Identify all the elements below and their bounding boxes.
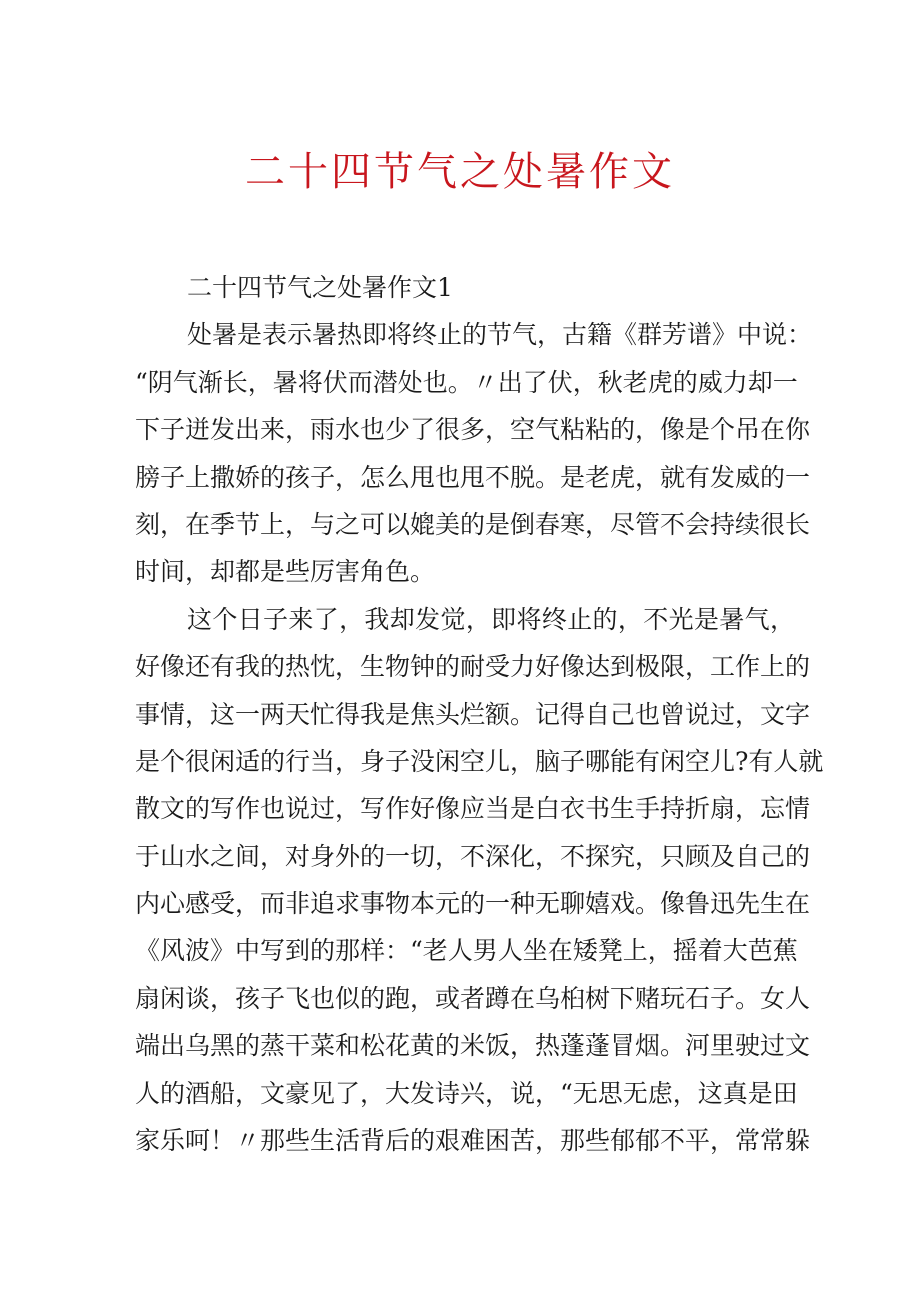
paragraph-line: 好像还有我的热忱，生物钟的耐受力好像达到极限，工作上的 [135, 652, 811, 682]
paragraph-line: 处暑是表示暑热即将终止的节气，古籍《群芳谱》中说： [187, 320, 813, 350]
paragraph-line: 扇闲谈，孩子飞也似的跑，或者蹲在乌桕树下赌玩石子。女人 [135, 983, 811, 1013]
paragraph-line: 时间，却都是些厉害角色。 [135, 557, 436, 587]
paragraph-line: 膀子上撒娇的孩子，怎么甩也甩不脱。是老虎，就有发威的一 [135, 462, 811, 492]
paragraph-line: 家乐呵！〃那些生活背后的艰难困苦，那些郁郁不平，常常躲 [135, 1126, 811, 1156]
paragraph-line: 内心感受，而非追求事物本元的一种无聊嬉戏。像鲁迅先生在 [135, 889, 811, 919]
paragraph-line: 这个日子来了，我却发觉，即将终止的，不光是暑气， [187, 604, 795, 634]
paragraph-line: 是个很闲适的行当，身子没闲空儿，脑子哪能有闲空儿?有人就 [135, 746, 824, 776]
paragraph-line: 散文的写作也说过，写作好像应当是白衣书生手持折扇，忘情 [135, 794, 811, 824]
section-heading: 二十四节气之处暑作文1 [187, 273, 453, 302]
paragraph-line: 人的酒船，文豪见了，大发诗兴，说，“无思无虑，这真是田 [135, 1078, 798, 1108]
paragraph-line: 于山水之间，对身外的一切，不深化，不探究，只顾及自己的 [135, 841, 811, 871]
document-body [135, 264, 824, 1164]
document-title: 二十四节气之处暑作文 [245, 149, 675, 195]
paragraph-line: 刻，在季节上，与之可以媲美的是倒春寒，尽管不会持续很长 [135, 509, 811, 539]
paragraph-line: “阴气渐长，暑将伏而潜处也。〃出了伏，秋老虎的威力却一 [135, 367, 798, 397]
paragraph-line: 事情，这一两天忙得我是焦头烂额。记得自己也曾说过，文字 [135, 699, 811, 729]
paragraph-line: 《风波》中写到的那样：“老人男人坐在矮凳上，摇着大芭蕉 [135, 936, 798, 966]
paragraph-line: 端出乌黑的蒸干菜和松花黄的米饭，热蓬蓬冒烟。河里驶过文 [135, 1031, 811, 1061]
paragraph-line: 下子迸发出来，雨水也少了很多，空气粘粘的，像是个吊在你 [135, 415, 811, 445]
